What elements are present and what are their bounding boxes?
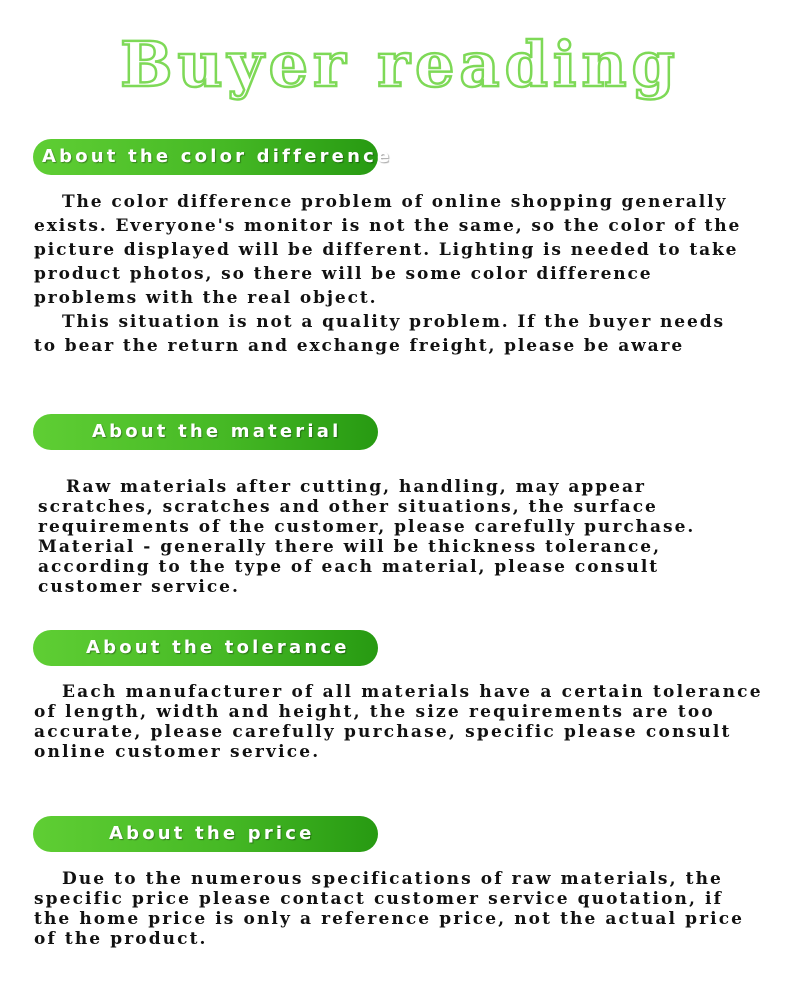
page-title: Buyer reading bbox=[120, 28, 680, 101]
section-body-tolerance bbox=[34, 682, 769, 762]
section-heading-tolerance: About the tolerance bbox=[33, 630, 378, 666]
section-heading-price: About the price bbox=[33, 816, 378, 852]
paragraph: Raw materials after cutting, handling, may appear scratches, scratches and other situations, the surface requirements of the customer, please carefully purchase. Material - generally there will be thickness tolerance, according to the type of each material, please consult customer service. bbox=[38, 477, 696, 597]
paragraph: Due to the numerous specifications of raw materials, the specific price please contact customer service quotation, if the home price is only a reference price, not the actual price of the product. bbox=[34, 869, 745, 949]
section-heading-color-difference: About the color difference bbox=[33, 139, 378, 175]
section-body-material bbox=[38, 477, 758, 597]
section-body-color-difference bbox=[34, 190, 754, 358]
paragraph: Each manufacturer of all materials have a certain tolerance of length, width and height, the size requirements are too accurate, please carefully purchase, specific please consult online customer service. bbox=[34, 682, 763, 762]
paragraph: This situation is not a quality problem. If the buyer needs to bear the return and exchange freight, please be aware bbox=[34, 312, 725, 356]
section-heading-material: About the material bbox=[33, 414, 378, 450]
section-body-price bbox=[34, 869, 759, 949]
paragraph: The color difference problem of online shopping generally exists. Everyone's monitor is not the same, so the color of the picture displayed will be different. Lighting is needed to take product photos, so there will be some color difference problems with the real object. bbox=[34, 192, 742, 308]
